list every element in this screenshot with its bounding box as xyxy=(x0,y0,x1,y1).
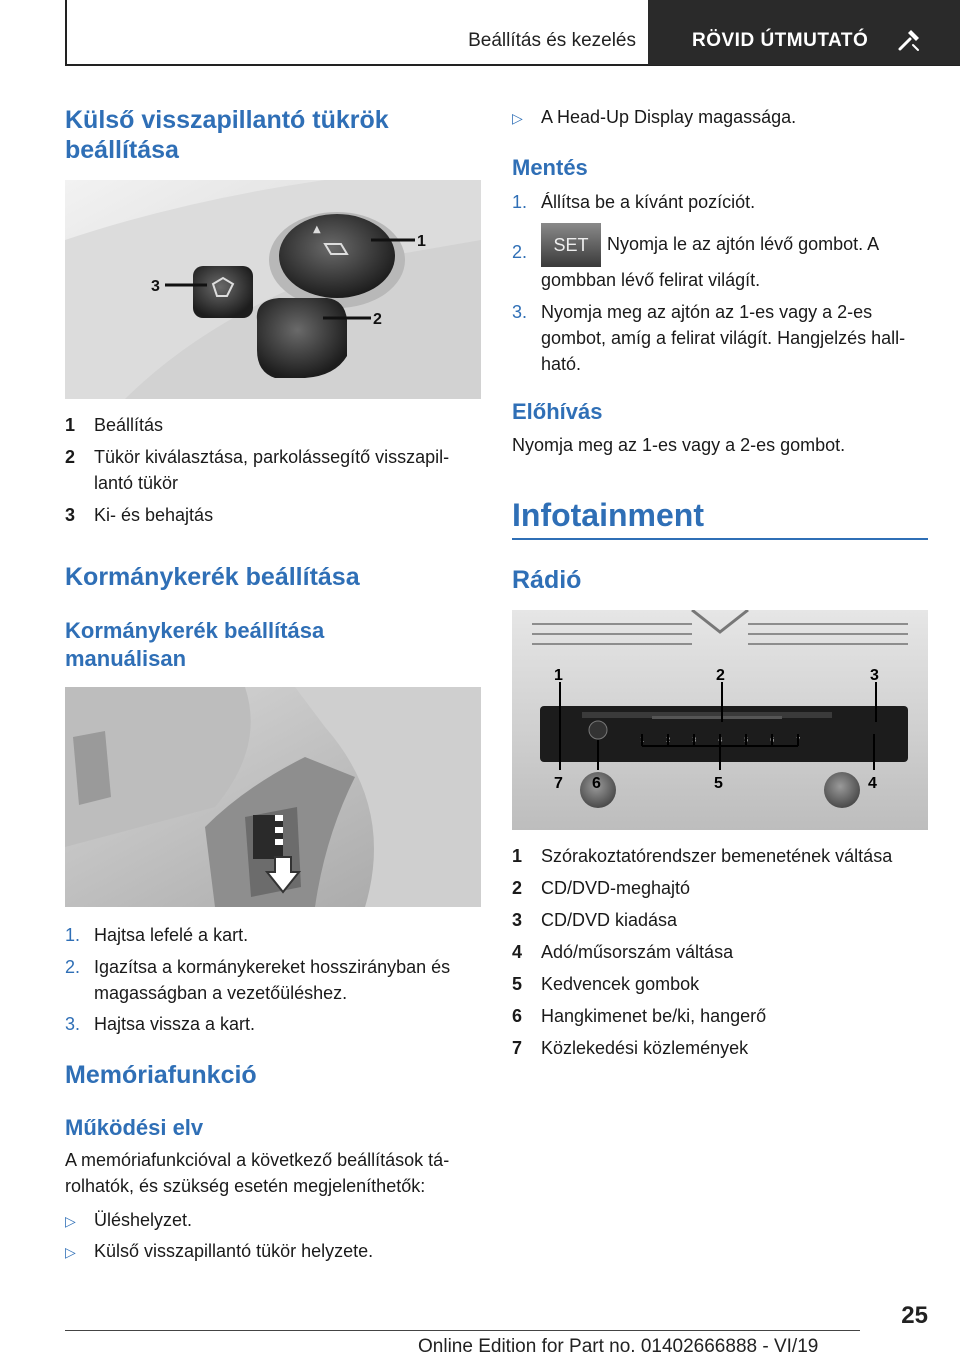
mirror-callout-1: 1 xyxy=(417,233,426,250)
mirror-callout-3: 3 xyxy=(151,278,160,295)
header-tab-label: RÖVID ÚTMUTATÓ xyxy=(692,30,869,51)
principle-heading: Működési elv xyxy=(65,1115,204,1140)
mirror-callout-2: 2 xyxy=(373,311,382,328)
footer-rule xyxy=(65,1330,860,1331)
legend-item: 4 Adó/műsorszám váltása xyxy=(512,942,734,962)
mirror-controls-figure xyxy=(65,180,481,399)
recall-heading: Előhívás xyxy=(512,399,603,424)
svg-text:2: 2 xyxy=(666,736,671,744)
svg-text:5: 5 xyxy=(744,736,749,744)
svg-text:7: 7 xyxy=(796,736,801,744)
steering-step: 3. Hajtsa vissza a kart. xyxy=(65,1014,256,1034)
radio-callout-1: 1 xyxy=(554,667,563,684)
save-heading: Mentés xyxy=(512,155,588,180)
memory-heading: Memóriafunkció xyxy=(65,1061,257,1089)
steering-step: 1. Hajtsa lefelé a kart. xyxy=(65,925,249,945)
set-button-icon: SET xyxy=(541,223,601,267)
page-number: 25 xyxy=(901,1302,928,1329)
save-step: 1. Állítsa be a kívánt pozíciót. xyxy=(512,192,756,212)
legend-item: 3 CD/DVD kiadása xyxy=(512,910,678,930)
steering-lever-figure xyxy=(65,687,481,907)
principle-bullet: ▷ Üléshelyzet. xyxy=(65,1207,481,1234)
infotainment-heading: Infotainment xyxy=(512,497,704,533)
principle-text: A memóriafunkcióval a következő beállítások tá-rolhatók, és szükség esetén megjeleníthetők: xyxy=(65,1150,450,1196)
radio-callout-6: 6 xyxy=(592,775,601,792)
legend-item: 2 Tükör kiválasztása, parkolássegítő visszapil-lantó tükör xyxy=(65,447,450,493)
radio-panel-figure xyxy=(512,610,928,830)
wrench-hammer-icon xyxy=(896,27,922,53)
radio-callout-3: 3 xyxy=(870,667,879,684)
save-step: 3. Nyomja meg az ajtón az 1-es vagy a 2-es gombot, amíg a felirat világít. Hangjelzés hall-ható. xyxy=(512,302,906,374)
radio-callout-4: 4 xyxy=(868,775,877,792)
triangle-bullet-icon: ▷ xyxy=(65,1213,76,1229)
svg-text:▲: ▲ xyxy=(313,224,321,235)
svg-text:1: 1 xyxy=(640,736,645,744)
legend-item: 1 Beállítás xyxy=(65,415,164,435)
radio-callout-5: 5 xyxy=(714,775,723,792)
legend-item: 5 Kedvencek gombok xyxy=(512,974,700,994)
svg-text:6: 6 xyxy=(770,736,775,744)
legend-item: 1 Szórakoztatórendszer bemenetének váltása xyxy=(512,846,893,866)
section-rule xyxy=(512,538,928,540)
save-step: 2. SET Nyomja le az ajtón lévő gombot. A gombban lévő felirat világít. xyxy=(512,223,928,293)
steering-step: 2. Igazítsa a kormánykereket hosszirányban és magasságban a vezetőüléshez. xyxy=(65,957,451,1003)
header-divider xyxy=(65,0,67,65)
recall-text: Nyomja meg az 1-es vagy a 2-es gombot. xyxy=(512,435,846,455)
steering-heading: Kormánykerék beállítása xyxy=(65,563,360,591)
mirror-heading: Külső visszapillantó tükrök beállítása xyxy=(65,106,389,164)
radio-callout-2: 2 xyxy=(716,667,725,684)
legend-item: 3 Ki- és behajtás xyxy=(65,505,214,525)
radio-heading: Rádió xyxy=(512,566,582,594)
edition-footer: Online Edition for Part no. 01402666888 - VI/19 xyxy=(418,1336,819,1357)
principle-bullet: ▷ Külső visszapillantó tükör helyzete. xyxy=(65,1238,481,1265)
triangle-bullet-icon: ▷ xyxy=(65,1244,76,1260)
legend-item: 2 CD/DVD-meghajtó xyxy=(512,878,691,898)
steering-subheading: Kormánykerék beállítása manuálisan xyxy=(65,618,325,671)
header-section-title: Beállítás és kezelés xyxy=(468,30,636,51)
radio-callout-7: 7 xyxy=(554,775,563,792)
legend-item: 7 Közlekedési közlemények xyxy=(512,1038,749,1058)
hud-bullet: ▷ A Head-Up Display magassága. xyxy=(512,104,928,131)
triangle-bullet-icon: ▷ xyxy=(512,110,523,126)
svg-text:3: 3 xyxy=(692,736,697,744)
legend-item: 6 Hangkimenet be/ki, hangerő xyxy=(512,1006,767,1026)
svg-text:4: 4 xyxy=(718,736,723,744)
header-tab[interactable] xyxy=(648,0,960,65)
